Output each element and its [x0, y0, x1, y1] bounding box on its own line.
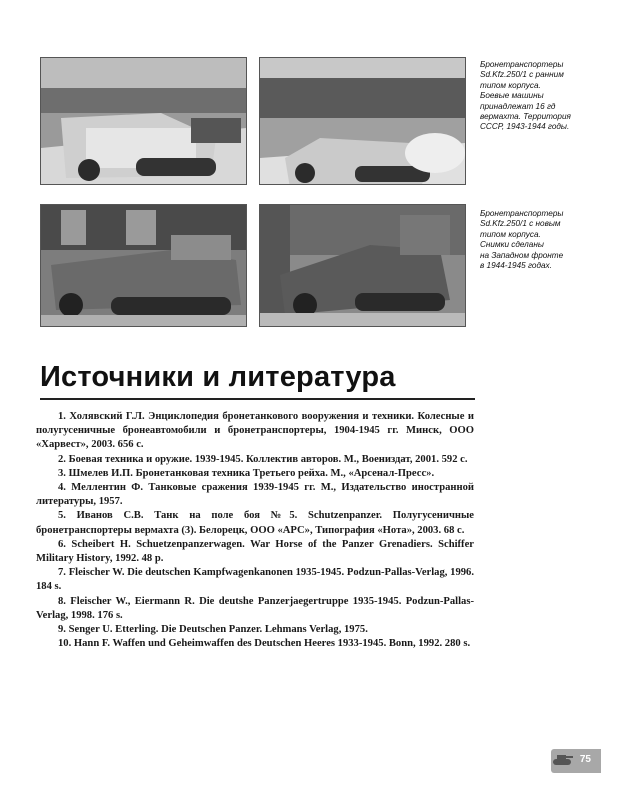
heading-rule: [40, 398, 475, 400]
reference-item: 1. Холявский Г.Л. Энциклопедия бронетанкового вооружения и техники. Колесные и полугусеничные бронеавтомобили и бронетранспортеры, 1904-1945 гг. Минск, ООО «Харвест», 2003. 656 с.: [36, 411, 474, 451]
reference-item: 3. Шмелев И.П. Бронетанковая техника Третьего рейха. М., «Арсенал-Пресс».: [58, 467, 435, 479]
halftrack-image: [41, 205, 246, 326]
halftrack-image: [260, 205, 465, 326]
reference-item: 7. Fleischer W. Die deutschen Kampfwagenkanonen 1935-1945. Podzun-Pallas-Verlag, 1996. 184 s.: [36, 567, 474, 593]
photo-bottom-left: [40, 204, 247, 327]
photo-bottom-right: [259, 204, 466, 327]
references-list: [36, 410, 474, 651]
page-number-tab: [551, 749, 601, 773]
halftrack-image: [260, 58, 465, 184]
tank-silhouette-icon: [551, 753, 573, 767]
reference-item: 4. Меллентин Ф. Танковые сражения 1939-1945 гг. М., Издательство иностранной литературы, 1957.: [36, 482, 474, 508]
section-heading: Источники и литература: [40, 361, 396, 393]
halftrack-image: [41, 58, 246, 184]
reference-item: 8. Fleischer W., Eiermann R. Die deutshe Panzerjaegertruppe 1935-1945. Podzun-Pallas-Verlag, 1998. 176 s.: [36, 595, 474, 621]
reference-item: 9. Senger U. Etterling. Die Deutschen Panzer. Lehmans Verlag, 1975.: [58, 624, 368, 636]
reference-item: 10. Hann F. Waffen und Geheimwaffen des Deutschen Heeres 1933-1945. Bonn, 1992. 280 s.: [58, 638, 471, 650]
reference-item: 6. Scheibert H. Schuetzenpanzerwagen. War Horse of the Panzer Grenadiers. Schiffer Military History, 1992. 48 p.: [36, 538, 474, 565]
caption-top: Бронетранспортеры Sd.Kfz.250/1 с ранним типом корпуса. Боевые машины принадлежат 16 гд вермахта. Территория СССР, 1943-1944 годы.: [480, 60, 571, 132]
caption-bottom: Бронетранспортеры Sd.Kfz.250/1 с новым типом корпуса. Снимки сделаны на Западном фронте в 1944-1945 годах.: [480, 209, 564, 271]
photo-top-left: [40, 57, 247, 185]
reference-item: 2. Боевая техника и оружие. 1939-1945. Коллектив авторов. М., Воениздат, 2001. 592 с.: [58, 453, 468, 465]
photo-top-right: [259, 57, 466, 185]
reference-item: 5. Иванов С.В. Танк на поле боя №5. Schutzenpanzer. Полугусеничные бронетранспортеры вермахта (3). Белорецк, ООО «АРС», Типография «Нота», 2003. 68 с.: [36, 510, 474, 536]
page-number: 75: [579, 754, 591, 765]
